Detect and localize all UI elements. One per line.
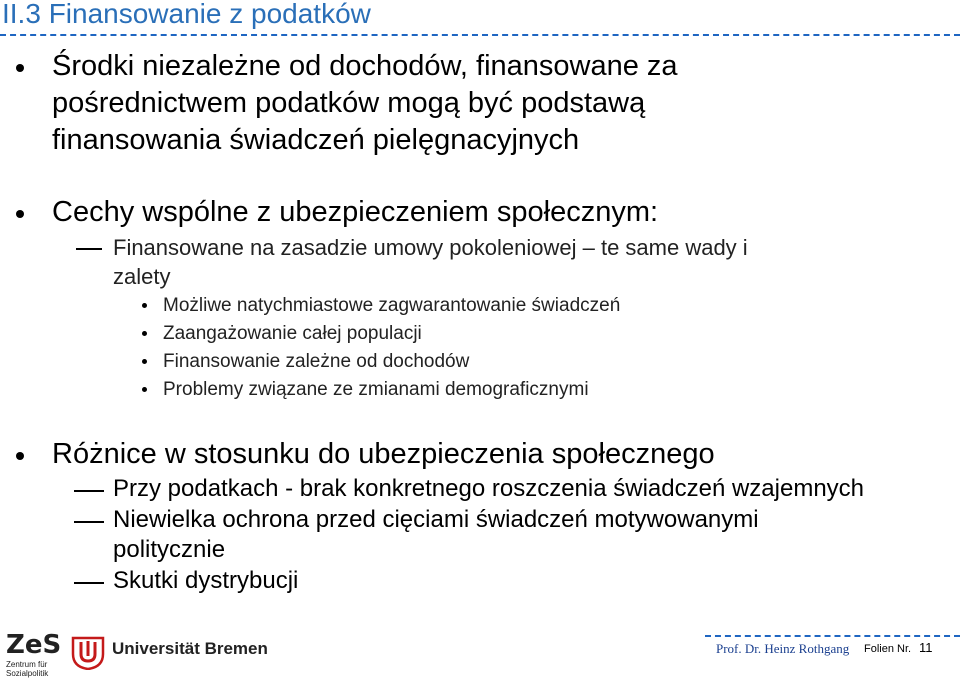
slide-title: II.3 Finansowanie z podatków xyxy=(2,0,371,29)
sub-sub-bullet-dot xyxy=(142,303,147,308)
sub-sub-bullet-dot xyxy=(142,331,147,336)
sub-bullet-text-line: zalety xyxy=(113,264,171,289)
sub-bullet-text-line: Niewielka ochrona przed cięciami świadczeń motywowanymi xyxy=(113,506,759,533)
sub-sub-bullet-text: Możliwe natychmiastowe zagwarantowanie świadczeń xyxy=(163,295,621,316)
sub-bullet-dash xyxy=(74,521,104,523)
zes-subtitle-line: Zentrum für xyxy=(6,660,48,669)
author-name: Prof. Dr. Heinz Rothgang xyxy=(716,641,850,656)
sub-sub-bullet-text: Problemy związane ze zmianami demograficznymi xyxy=(163,379,589,400)
bullet-dot xyxy=(16,452,24,460)
university-name: Universität Bremen xyxy=(112,639,268,658)
sub-bullet-text-line: Finansowane na zasadzie umowy pokoleniowej – te same wady i xyxy=(113,235,748,260)
bullet-text-line: Środki niezależne od dochodów, finansowane za xyxy=(52,50,678,82)
bullet-dot xyxy=(16,64,24,72)
sub-bullet-dash xyxy=(76,248,102,250)
slide-number-label: Folien Nr. xyxy=(864,643,912,655)
footer-divider xyxy=(705,635,960,637)
sub-bullet-dash xyxy=(74,582,104,584)
sub-sub-bullet-dot xyxy=(142,359,147,364)
section-heading: Różnice w stosunku do ubezpieczenia społecznego xyxy=(52,438,715,470)
sub-bullet-text-line: politycznie xyxy=(113,536,226,563)
university-seal-icon xyxy=(70,632,106,670)
bullet-text-line: finansowania świadczeń pielęgnacyjnych xyxy=(52,124,580,156)
slide-number: 11 xyxy=(919,640,933,655)
sub-bullet-text-line: Skutki dystrybucji xyxy=(113,567,299,594)
bullet-text-line: pośrednictwem podatków mogą być podstawą xyxy=(52,87,646,119)
zes-subtitle-line: Sozialpolitik xyxy=(6,669,49,678)
sub-sub-bullet-dot xyxy=(142,387,147,392)
zes-logo-text: ZeS xyxy=(6,630,62,660)
bullet-dot xyxy=(16,210,24,218)
section-heading: Cechy wspólne z ubezpieczeniem społecznym: xyxy=(52,196,659,228)
title-divider xyxy=(0,34,960,36)
sub-sub-bullet-text: Zaangażowanie całej populacji xyxy=(163,323,422,344)
sub-sub-bullet-text: Finansowanie zależne od dochodów xyxy=(163,351,470,372)
sub-bullet-dash xyxy=(74,490,104,492)
sub-bullet-text-line: Przy podatkach - brak konkretnego roszczenia świadczeń wzajemnych xyxy=(113,475,865,502)
zes-subtitle xyxy=(6,660,48,678)
